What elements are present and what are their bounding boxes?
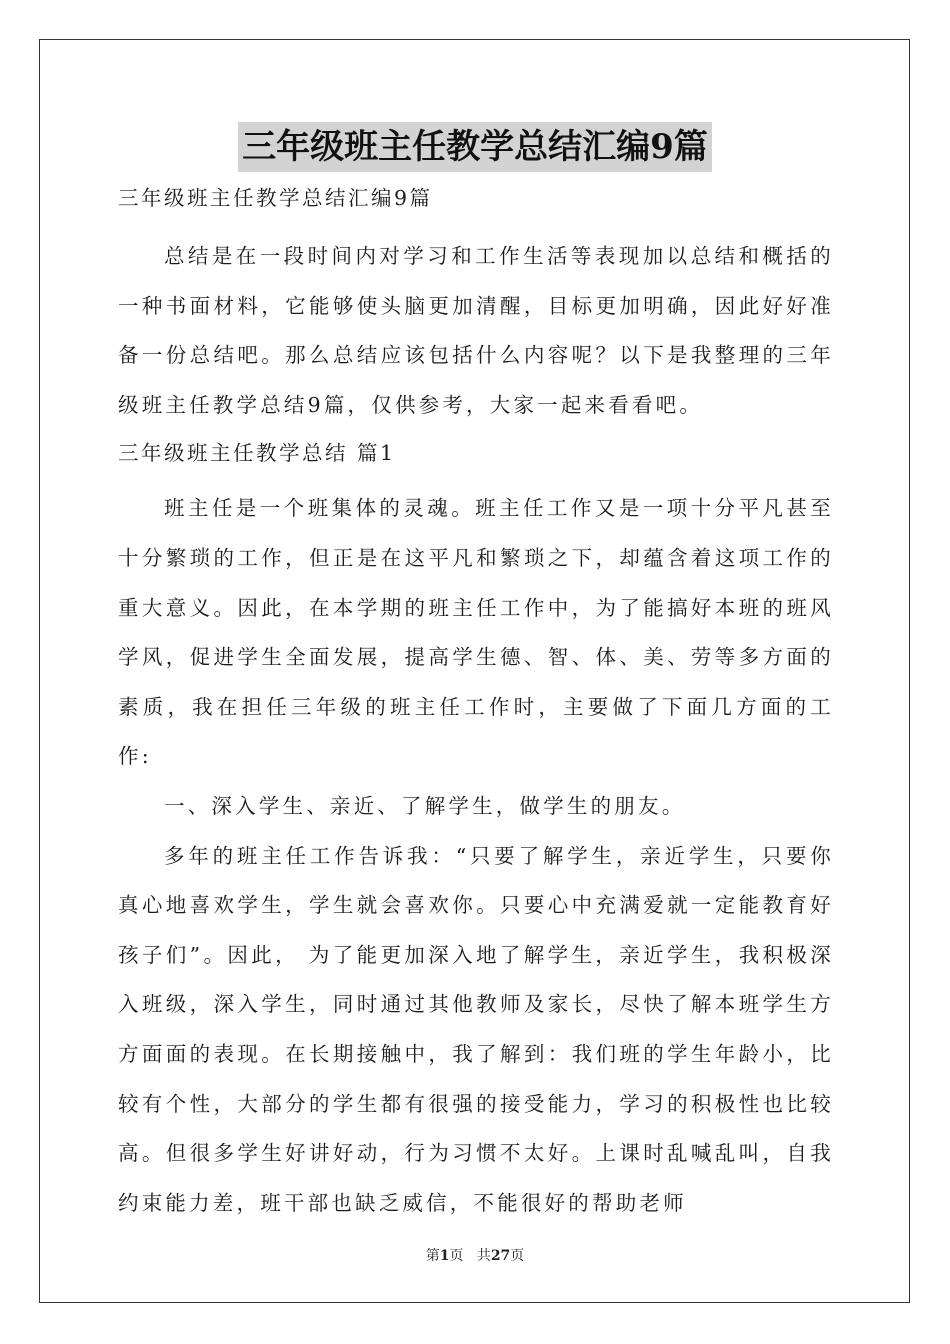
page-number: 1	[439, 1248, 450, 1264]
body-paragraph-3: 多年的班主任工作告诉我：“只要了解学生，亲近学生，只要你真心地喜欢学生，学生就会喜欢你。只要心中充满爱就一定能教育好孩子们”。因此， 为了能更加深入地了解学生，亲近学生，我积极深入班级，深入学生，同时通过其他教师及家长，尽快了解本班学生方方面面的表现。在长期接触中，我了解到：我们班的学生年龄小，比较有个性，大部分的学生都有很强的接受能力，学习的积极性也比较高。但很多学生好讲好动，行为习惯不太好。上课时乱喊乱叫，自我约束能力差，班干部也缺乏威信，不能很好的帮助老师	[118, 843, 834, 1215]
section-heading: 三年级班主任教学总结 篇1	[118, 441, 396, 466]
total-label-prefix: 共	[476, 1248, 491, 1264]
document-title	[0, 122, 950, 176]
document-body	[118, 182, 834, 1228]
total-pages: 27	[490, 1248, 511, 1264]
body-paragraph-2: 一、深入学生、亲近、了解学生，做学生的朋友。	[164, 793, 686, 818]
page-label-suffix: 页	[449, 1248, 464, 1264]
page-label-prefix: 第	[425, 1248, 440, 1264]
total-label-suffix: 页	[510, 1248, 525, 1264]
page-footer	[0, 1245, 950, 1265]
document-subtitle: 三年级班主任教学总结汇编9篇	[118, 186, 433, 210]
intro-paragraph: 总结是在一段时间内对学习和工作生活等表现加以总结和概括的一种书面材料，它能够使头脑更加清醒，目标更加明确，因此好好准备一份总结吧。那么总结应该包括什么内容呢？以下是我整理的三年级班主任教学总结9篇，仅供参考，大家一起来看看吧。	[118, 244, 834, 417]
document-title-text: 三年级班主任教学总结汇编9篇	[238, 122, 712, 172]
body-paragraph-1: 班主任是一个班集体的灵魂。班主任工作又是一项十分平凡甚至十分繁琐的工作，但正是在这平凡和繁琐之下，却蕴含着这项工作的重大意义。因此，在本学期的班主任工作中，为了能搞好本班的班风学风，促进学生全面发展，提高学生德、智、体、美、劳等多方面的素质，我在担任三年级的班主任工作时，主要做了下面几方面的工作:	[118, 496, 834, 769]
